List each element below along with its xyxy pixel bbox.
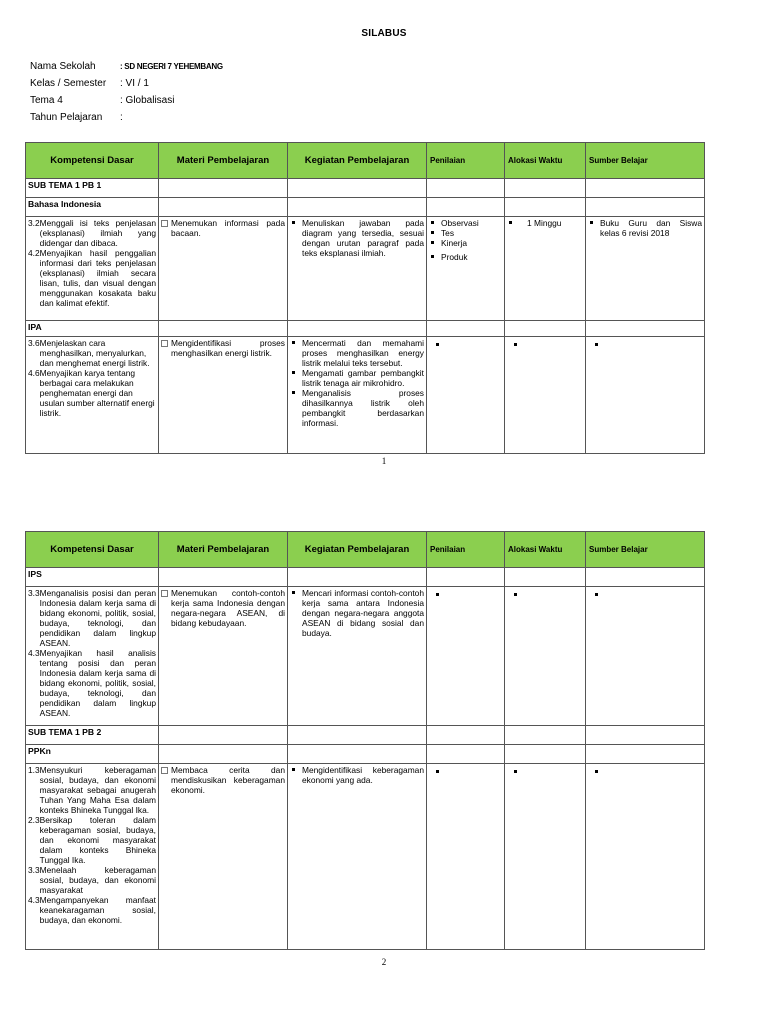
meta-value: : (120, 112, 123, 123)
list-item: Mengamati gambar pembangkit listrik tenaga air mikrohidro. (302, 368, 424, 388)
subject-label: PPKn (26, 745, 159, 764)
kegiatan-cell (288, 587, 427, 726)
page-title: SILABUS (361, 28, 407, 39)
list-item: Tes (441, 228, 502, 238)
kd-cell (26, 764, 159, 950)
checkbox-icon (161, 590, 168, 597)
alokasi-cell (505, 217, 586, 321)
subject-row (26, 568, 705, 587)
sumber-cell (586, 217, 705, 321)
list-item: Mengidentifikasi keberagaman ekonomi yang ada. (302, 765, 424, 785)
list-item: Buku Guru dan Siswa kelas 6 revisi 2018 (600, 218, 702, 238)
meta-row-class (30, 77, 223, 94)
bullet-icon (514, 770, 517, 773)
subtema-row (26, 726, 705, 745)
meta-row-theme (30, 94, 223, 111)
kd-item: 4.3 Mengampanyekan manfaat keanekaragaman sosial, budaya, dan ekonomi. (28, 895, 156, 925)
header-sumber: Sumber Belajar (586, 532, 705, 568)
meta-row-year (30, 111, 223, 128)
subject-label: IPA (26, 321, 159, 337)
meta-value: : Globalisasi (120, 95, 175, 106)
alokasi-cell (505, 337, 586, 454)
bullet-icon (514, 343, 517, 346)
penilaian-cell (427, 217, 505, 321)
list-item: Menuliskan jawaban pada diagram yang tersedia, sesuai dengan urutan paragraf pada teks eksplanasi ilmiah. (302, 218, 424, 258)
header-alokasi: Alokasi Waktu (505, 143, 586, 179)
alokasi-cell (505, 764, 586, 950)
header-materi: Materi Pembelajaran (159, 532, 288, 568)
subtema-row (26, 179, 705, 198)
checkbox-icon (161, 340, 168, 347)
penilaian-cell (427, 337, 505, 454)
kegiatan-cell (288, 337, 427, 454)
subject-row (26, 745, 705, 764)
page-number: 2 (381, 957, 387, 967)
meta-value: : SD NEGERI 7 YEHEMBANG (120, 62, 223, 71)
table-row (26, 764, 705, 950)
meta-label: Tema 4 (30, 95, 63, 106)
kd-item: 3.3 Menelaah keberagaman sosial, budaya, dan ekonomi masyarakat (28, 865, 156, 895)
table-row (26, 217, 705, 321)
list-item: Mencermati dan memahami proses menghasilkan energy listrik melalui teks tersebut. (302, 338, 424, 368)
list-item: Mencari informasi contoh-contoh kerja sama antara Indonesia dengan negara-negara anggota ASEAN di bidang sosial dan budaya. (302, 588, 424, 638)
school-info (30, 60, 223, 128)
checkbox-icon (161, 767, 168, 774)
materi-cell: Mengidentifikasi proses menghasilkan energi listrik. (159, 337, 288, 454)
penilaian-cell (427, 587, 505, 726)
kegiatan-cell (288, 764, 427, 950)
header-penilaian: Penilaian (427, 143, 505, 179)
kegiatan-cell (288, 217, 427, 321)
header-kegiatan: Kegiatan Pembelajaran (288, 143, 427, 179)
list-item: 1 Minggu (519, 218, 583, 228)
subtema-label: SUB TEMA 1 PB 1 (26, 179, 159, 198)
kd-cell (26, 587, 159, 726)
meta-label: Tahun Pelajaran (30, 112, 103, 123)
materi-cell: Menemukan informasi pada bacaan. (159, 217, 288, 321)
kd-item: 3.3 Menganalisis posisi dan peran Indonesia dalam kerja sama di bidang ekonomi, politik, sosial, budaya, teknologi, dan pendidikan dalam lingkup ASEAN. (28, 588, 156, 648)
kd-cell (26, 337, 159, 454)
subject-row (26, 321, 705, 337)
kd-item: 4.6 Menyajikan karya tentang berbagai cara melakukan penghematan energi dan usulan sumber alternatif energi listrik. (28, 368, 155, 418)
table-header-row (26, 532, 705, 568)
bullet-icon (436, 770, 439, 773)
list-item: Produk (441, 252, 502, 262)
header-materi: Materi Pembelajaran (159, 143, 288, 179)
bullet-icon (595, 343, 598, 346)
kd-item: 3.2 Menggali isi teks penjelasan (eksplanasi) ilmiah yang didengar dan dibaca. (28, 218, 156, 248)
kd-item: 4.2 Menyajikan hasil penggalian informasi dari teks penjelasan (eksplanasi) ilmiah secara lisan, tulis, dan visual dengan menggunakan kosakata baku dan kalimat efektif. (28, 248, 156, 308)
syllabus-table-page-2 (25, 531, 705, 950)
page-number: 1 (381, 456, 387, 466)
header-kegiatan: Kegiatan Pembelajaran (288, 532, 427, 568)
header-alokasi: Alokasi Waktu (505, 532, 586, 568)
list-item: Observasi (441, 218, 502, 228)
kd-item: 1.3 Mensyukuri keberagaman sosial, budaya, dan ekonomi masyarakat sebagai anugerah Tuhan Yang Maha Esa dalam konteks Bhineka Tunggal Ika. (28, 765, 156, 815)
meta-value: : VI / 1 (120, 78, 149, 89)
meta-row-school (30, 60, 223, 77)
subtema-label: SUB TEMA 1 PB 2 (26, 726, 159, 745)
bullet-icon (436, 343, 439, 346)
list-item: Kinerja (441, 238, 502, 248)
header-penilaian: Penilaian (427, 532, 505, 568)
materi-cell: Menemukan contoh-contoh kerja sama Indonesia dengan negara-negara ASEAN, di bidang kebudayaan. (159, 587, 288, 726)
sumber-cell (586, 337, 705, 454)
table-header-row (26, 143, 705, 179)
meta-label: Nama Sekolah (30, 61, 96, 72)
header-kompetensi-dasar: Kompetensi Dasar (26, 532, 159, 568)
kd-item: 2.3 Bersikap toleran dalam keberagaman sosial, budaya, dan ekonomi masyarakat dalam konteks Bhineka Tunggal Ika. (28, 815, 156, 865)
alokasi-cell (505, 587, 586, 726)
bullet-icon (595, 593, 598, 596)
kd-item: 4.3 Menyajikan hasil analisis tentang posisi dan peran Indonesia dalam kerja sama di bidang ekonomi, politik, sosial, budaya, teknologi, dan pendidikan dalam lingkup ASEAN. (28, 648, 156, 718)
penilaian-cell (427, 764, 505, 950)
bullet-icon (436, 593, 439, 596)
kd-cell (26, 217, 159, 321)
checkbox-icon (161, 220, 168, 227)
subject-label: Bahasa Indonesia (26, 198, 159, 217)
table-row (26, 337, 705, 454)
sumber-cell (586, 587, 705, 726)
list-item: Menganalisis proses dihasilkannya listrik oleh pembangkit berdasarkan informasi. (302, 388, 424, 428)
bullet-icon (595, 770, 598, 773)
subject-label: IPS (26, 568, 159, 587)
header-sumber: Sumber Belajar (586, 143, 705, 179)
table-row (26, 587, 705, 726)
subject-row (26, 198, 705, 217)
syllabus-table-page-1 (25, 142, 705, 454)
bullet-icon (514, 593, 517, 596)
header-kompetensi-dasar: Kompetensi Dasar (26, 143, 159, 179)
sumber-cell (586, 764, 705, 950)
materi-cell: Membaca cerita dan mendiskusikan keberagaman ekonomi. (159, 764, 288, 950)
meta-label: Kelas / Semester (30, 78, 107, 89)
kd-item: 3.6 Menjelaskan cara menghasilkan, menyalurkan, dan menghemat energi listrik. (28, 338, 150, 368)
